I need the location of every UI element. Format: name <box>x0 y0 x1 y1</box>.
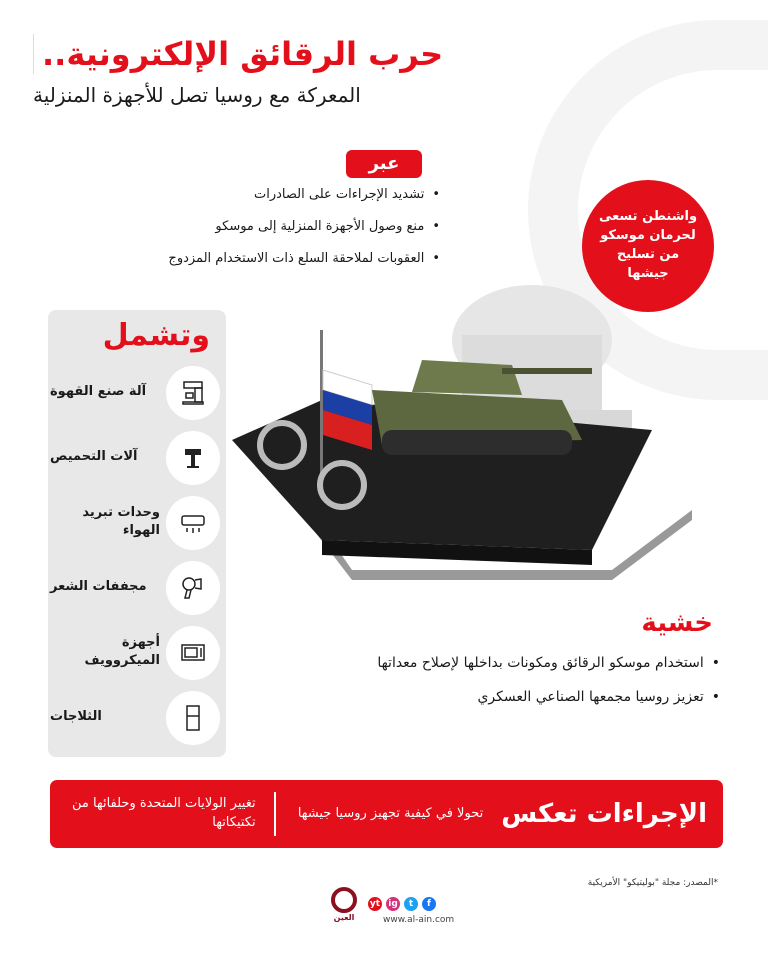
source-note: *المصدر: مجلة "بوليتيكو" الأمريكية <box>587 878 718 888</box>
fears-title: خشية <box>641 608 713 638</box>
appliance-label: الثلاجات <box>50 708 102 724</box>
fears-item: • استخدام موسكو الرقائق ومكونات بداخلها لإصلاح معداتها <box>260 654 720 674</box>
instagram-icon[interactable]: ig <box>386 897 400 911</box>
via-item: • العقوبات لملاحقة السلع ذات الاستخدام المزدوج <box>110 250 440 268</box>
via-list <box>110 186 440 269</box>
via-badge: عبر <box>346 150 422 178</box>
youtube-icon[interactable]: yt <box>369 899 381 909</box>
appliance-item <box>48 360 226 420</box>
banner-divider <box>274 792 276 836</box>
banner-point: تغيير الولايات المتحدة وحلفائها من تكتيكاتها <box>72 796 256 830</box>
washington-callout: واشنطن تسعى لحرمان موسكو من تسليح جيشها <box>582 180 714 312</box>
banner-point: تحولا في كيفية تجهيز روسيا جيشها <box>297 805 484 821</box>
toaster-icon <box>166 431 220 485</box>
microwave-icon <box>166 626 220 680</box>
page-title: حرب الرقائق الإلكترونية.. <box>33 34 443 74</box>
appliance-item <box>48 620 226 680</box>
appliance-label: أجهزة الميكروويف <box>84 634 160 668</box>
coffee-machine-icon <box>166 366 220 420</box>
appliance-item <box>48 685 226 745</box>
includes-title: وتشمل <box>102 318 210 353</box>
page-header <box>33 34 593 108</box>
includes-panel <box>48 310 226 757</box>
appliance-label: آلات التحميص <box>50 448 138 464</box>
fridge-icon <box>166 691 220 745</box>
via-item: • منع وصول الأجهزة المنزلية إلى موسكو <box>110 218 440 236</box>
fears-item: • تعزيز روسيا مجمعها الصناعي العسكري <box>260 688 720 708</box>
air-conditioner-icon <box>166 496 220 550</box>
twitter-icon[interactable]: t <box>404 897 418 911</box>
chip-tank-illustration <box>232 280 692 610</box>
conclusion-banner <box>50 780 723 848</box>
appliance-item <box>48 555 226 615</box>
appliance-label: وحدات تبريد الهواء <box>82 504 160 538</box>
banner-title: الإجراءات تعكس <box>501 799 707 829</box>
fears-list <box>260 654 720 707</box>
website-link[interactable]: www.al-ain.com <box>383 915 455 925</box>
al-ain-logo <box>330 887 358 929</box>
appliance-item <box>48 490 226 550</box>
appliance-label: آلة صنع القهوة <box>50 383 147 399</box>
brand-name: العين <box>333 913 355 922</box>
page-subtitle: المعركة مع روسيا تصل للأجهزة المنزلية <box>33 83 361 107</box>
hair-dryer-icon <box>166 561 220 615</box>
facebook-icon[interactable]: f <box>422 897 436 911</box>
appliance-label: مجففات الشعر <box>50 578 147 594</box>
appliance-item <box>48 425 226 485</box>
via-item: • تشديد الإجراءات على الصادرات <box>110 186 440 204</box>
